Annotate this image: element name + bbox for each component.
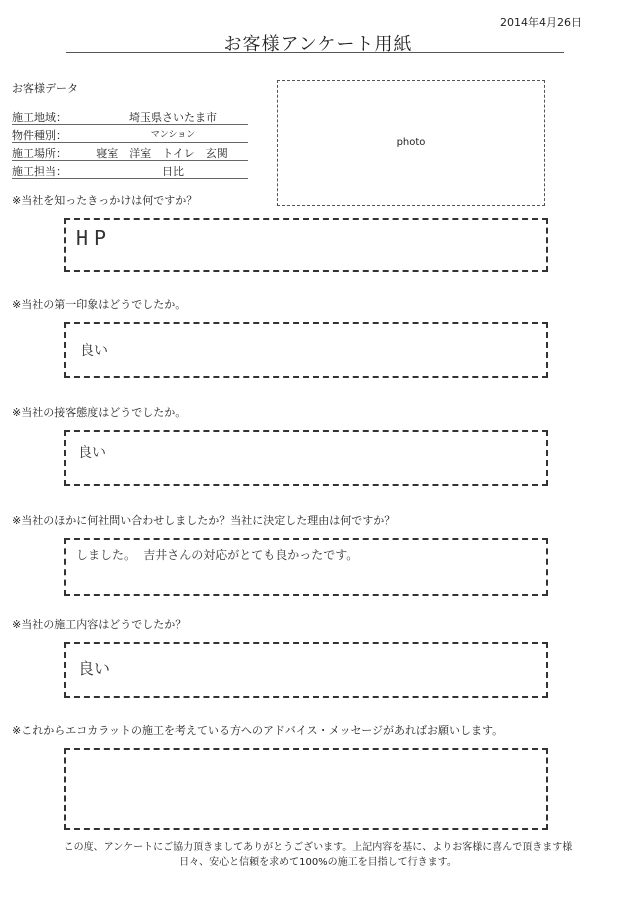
answer-text: HP — [76, 226, 113, 250]
info-label: 物件種別： — [12, 129, 67, 142]
info-value: 日比 — [162, 165, 184, 178]
question-how-found: ※当社を知ったきっかけは何ですか？ — [12, 194, 198, 207]
survey-date: 2014年4月26日 — [500, 16, 582, 29]
info-row-location — [12, 142, 248, 161]
question-other-companies: ※当社のほかに何社問い合わせしましたか？当社に決定した理由は何ですか？ — [12, 514, 396, 527]
answer-box-advice-message — [64, 748, 548, 830]
question-service-attitude: ※当社の接客態度はどうでしたか。 — [12, 406, 187, 419]
info-row-area — [12, 106, 248, 125]
answer-text: 良い — [78, 659, 111, 678]
question-work-quality: ※当社の施工内容はどうでしたか？ — [12, 618, 187, 631]
title-underline — [66, 52, 564, 53]
answer-box-how-found — [64, 218, 548, 272]
answer-text: 良い — [78, 445, 106, 461]
info-row-property-type — [12, 124, 248, 143]
answer-box-first-impression — [64, 322, 548, 378]
answer-box-service-attitude — [64, 430, 548, 486]
info-label: 施工場所： — [12, 147, 67, 160]
page-title: お客様アンケート用紙 — [223, 34, 413, 55]
answer-box-other-companies — [64, 538, 548, 596]
info-label: 施工担当： — [12, 165, 67, 178]
info-value: 寝室 洋室 トイレ 玄関 — [96, 147, 228, 160]
footer-message-line-2: 日々、安心と信頼を求めて100%の施工を目指して行きます。 — [179, 857, 457, 868]
info-value: マンション — [150, 130, 196, 140]
answer-text: しました。 吉井さんの対応がとても良かったです。 — [76, 548, 359, 562]
customer-data-heading: お客様データ — [12, 82, 78, 95]
question-first-impression: ※当社の第一印象はどうでしたか。 — [12, 298, 187, 311]
answer-text: 良い — [80, 343, 108, 359]
info-label: 施工地域： — [12, 111, 67, 124]
photo-placeholder — [277, 80, 545, 206]
info-value: 埼玉県さいたま市 — [129, 111, 217, 124]
footer-message-line-1: この度、アンケートにご協力頂きましてありがとうございます。上記内容を基に、よりお客様に喜んで頂きます様 — [63, 842, 573, 853]
answer-box-work-quality — [64, 642, 548, 698]
question-advice-message: ※これからエコカラットの施工を考えている方へのアドバイス・メッセージがあればお願いします。 — [12, 724, 504, 737]
photo-label: photo — [396, 137, 426, 148]
info-row-staff — [12, 160, 248, 179]
